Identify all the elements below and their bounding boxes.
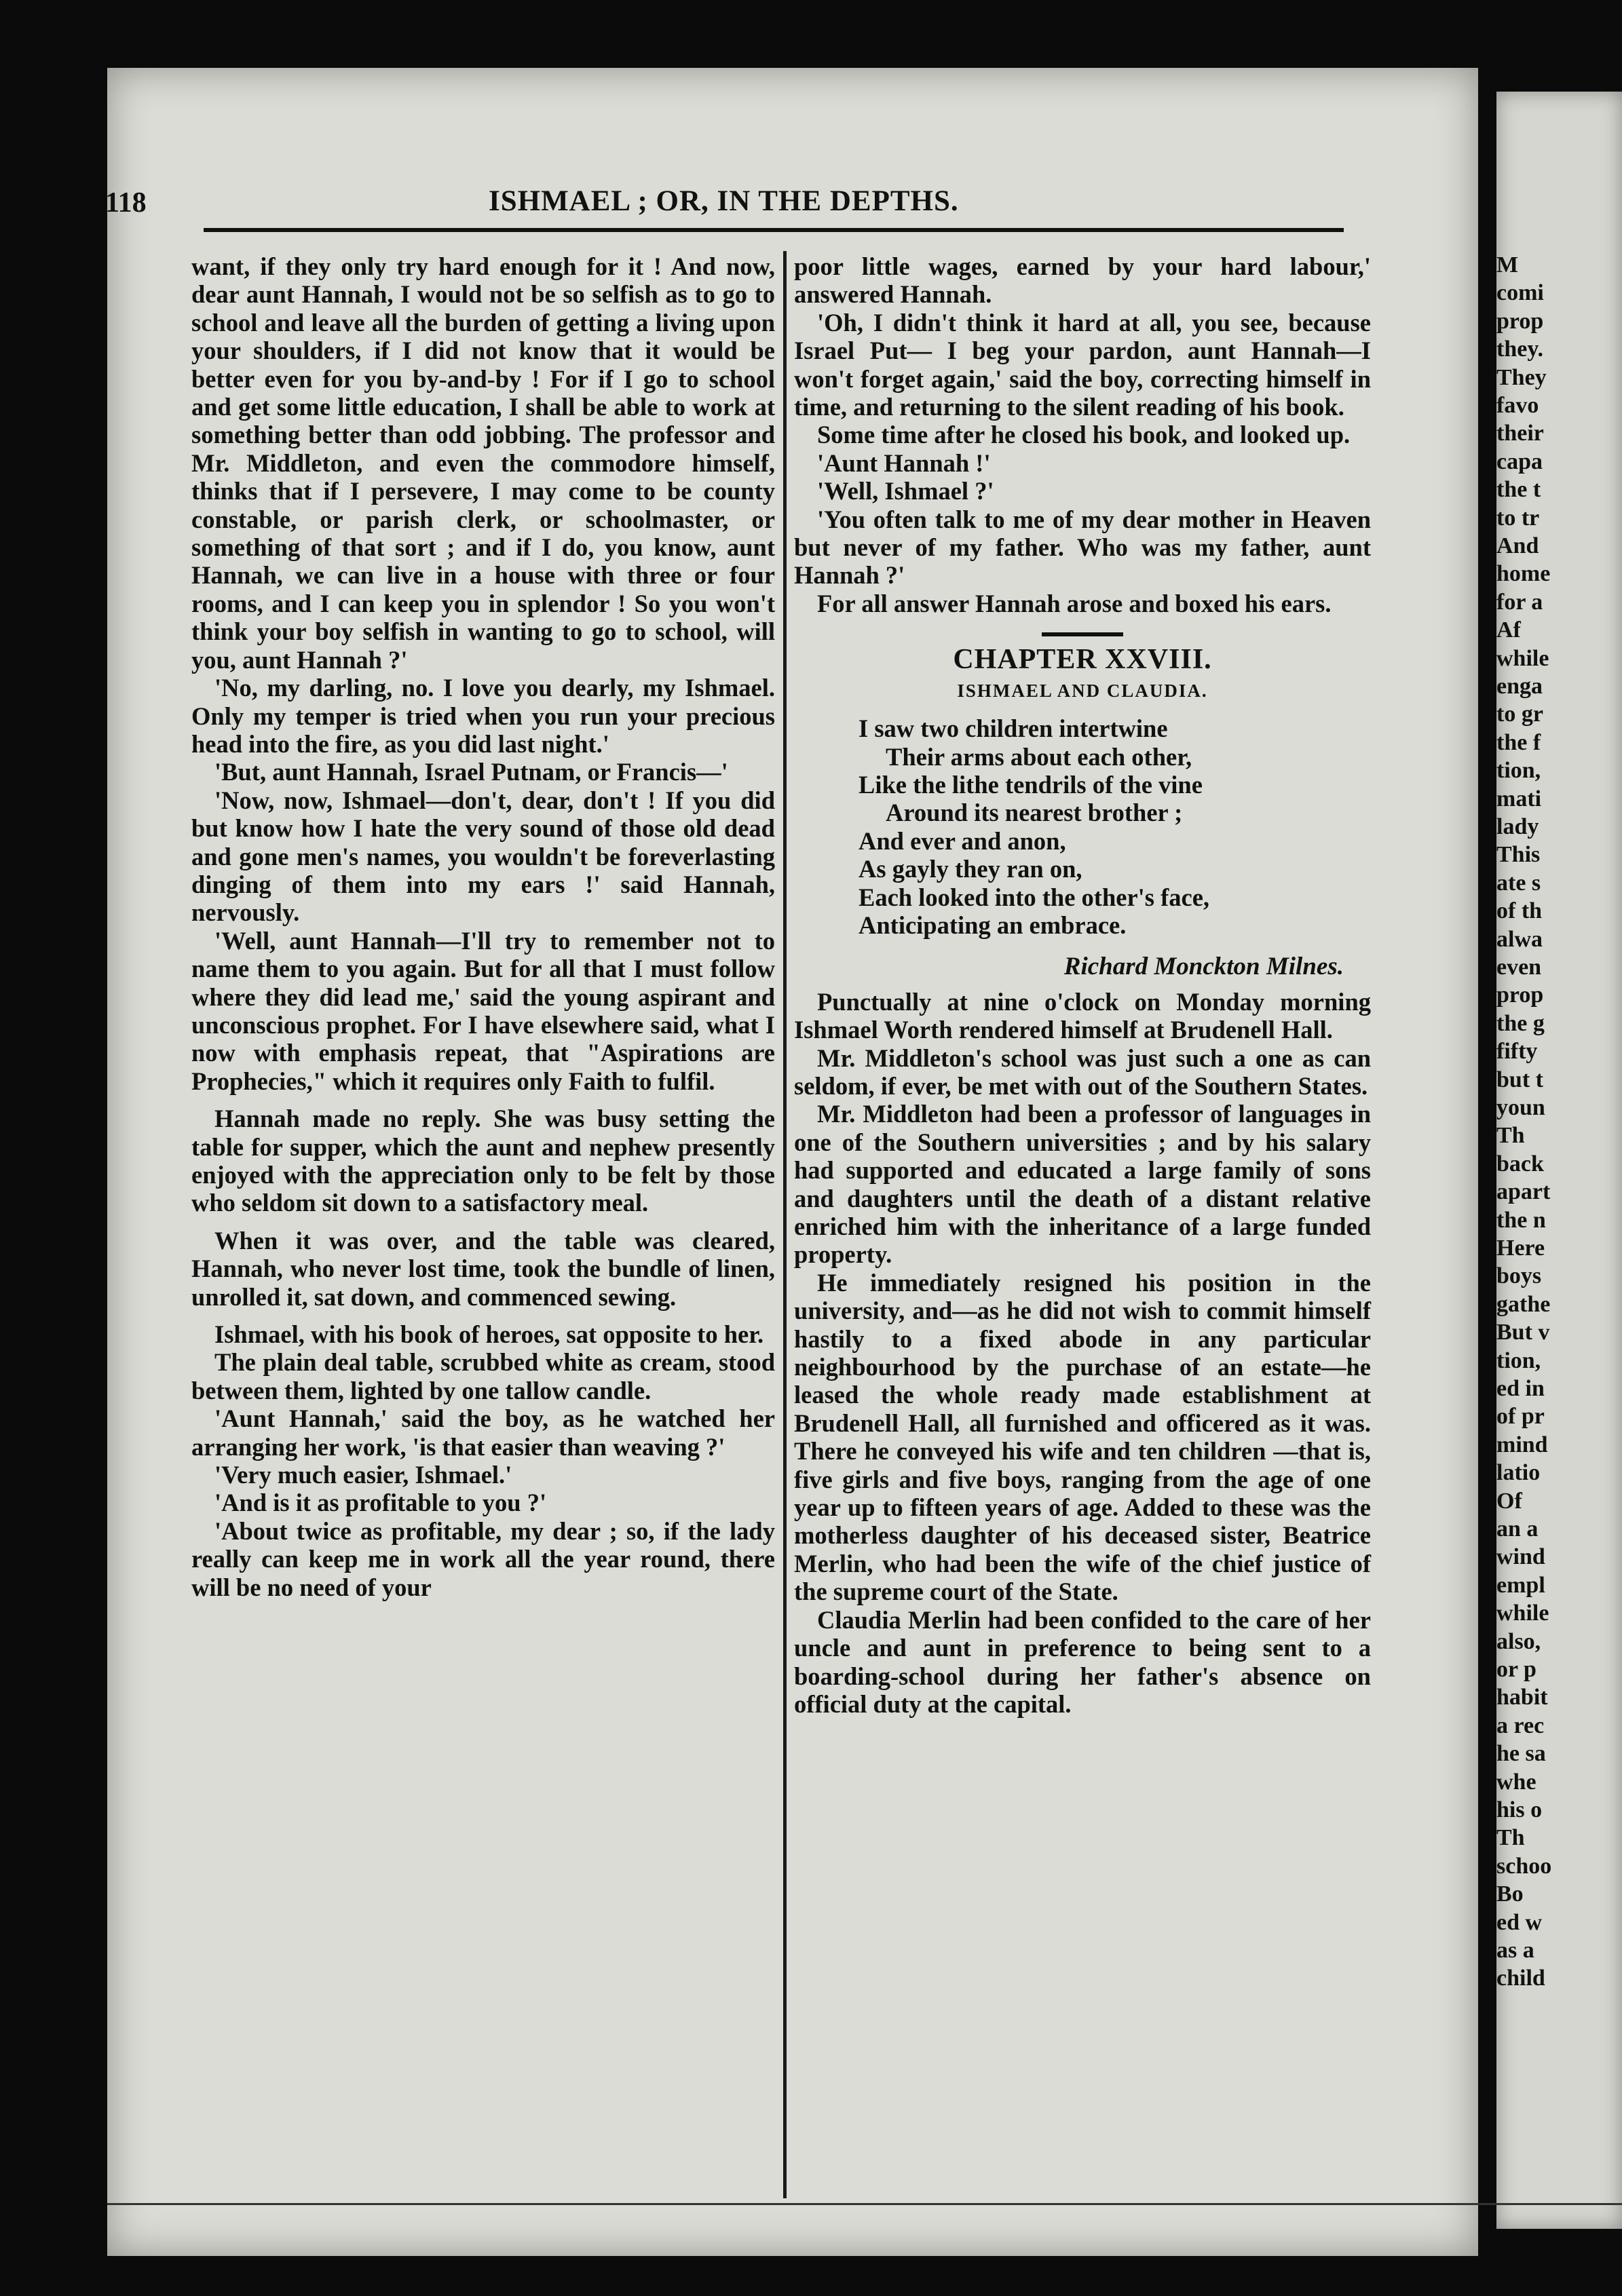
adjacent-page-fragment: Th	[1496, 1123, 1525, 1149]
adjacent-page-fragment: ed in	[1496, 1376, 1545, 1401]
left-column	[191, 252, 775, 1601]
adjacent-page-fragment: ate s	[1496, 870, 1541, 896]
paragraph: 'But, aunt Hannah, Israel Putnam, or Francis—'	[214, 758, 728, 786]
adjacent-page-fragment: also,	[1496, 1628, 1541, 1654]
adjacent-page-fragment: they.	[1496, 337, 1543, 362]
paragraph: Some time after he closed his book, and looked up.	[817, 421, 1351, 449]
adjacent-page-fragment: the f	[1496, 729, 1541, 755]
adjacent-page-fragment: tion,	[1496, 1347, 1541, 1373]
paragraph: For all answer Hannah arose and boxed his ears.	[817, 589, 1332, 617]
page-number: 118	[105, 187, 147, 218]
adjacent-page-fragment: Af	[1496, 617, 1521, 643]
paragraph: 'Well, Ishmael ?'	[817, 477, 994, 505]
adjacent-page-fragment: gathe	[1496, 1291, 1551, 1317]
adjacent-page-fragment: But v	[1496, 1320, 1550, 1345]
verse-attribution: Richard Monckton Milnes.	[1063, 953, 1344, 981]
paragraph: 'Now, now, Ishmael—don't, dear, don't ! If you did but know how I hate the very sound of those old dead and gone men's names, you wouldn't be foreverlasting dinging of them into my ears !' said Hannah, nervously.	[191, 786, 775, 927]
adjacent-page-fragment: an a	[1496, 1516, 1539, 1542]
adjacent-page-fragment: of th	[1496, 898, 1543, 924]
paragraph: The plain deal table, scrubbed white as cream, stood between them, lighted by one tallow candle.	[191, 1348, 775, 1404]
adjacent-page-fragment: his o	[1496, 1797, 1543, 1822]
adjacent-page-fragment: a rec	[1496, 1713, 1545, 1738]
paragraph: He immediately resigned his position in the university, and—as he did not wish to commit himself hastily to a fixed abode in any particular neighbourhood by the purchase of an estate—he leased the whole ready made establishment at Brudenell Hall, all furnished and officered as it was. There he conveyed his wife and ten children —that is, five girls and five boys, ranging from the age of one year up to fifteen years of age. Added to these was the motherless daughter of his deceased sister, Beatrice Merlin, who had been the wife of the chief justice of the supreme court of the State.	[794, 1268, 1371, 1606]
adjacent-page-fragment: of pr	[1496, 1404, 1545, 1430]
adjacent-page-fragment: child	[1496, 1966, 1545, 1991]
adjacent-page-fragment: M	[1496, 252, 1519, 278]
paragraph: 'Well, aunt Hannah—I'll try to remember not to name them to you again. But for all that I must follow where they did lead me,' said the young aspirant and unconscious prophet. For I have elsewhere said, what I now with emphasis repeat, that "Aspirations are Prophecies," which it requires only Faith to fulfil.	[191, 926, 775, 1095]
adjacent-page-fragment: for a	[1496, 589, 1543, 615]
adjacent-page-fragment: to gr	[1496, 702, 1543, 727]
adjacent-page-fragment: their	[1496, 421, 1544, 446]
verse-line: As gayly they ran on,	[859, 855, 1082, 883]
verse-line: I saw two children intertwine	[859, 714, 1168, 743]
chapter-title: CHAPTER XXVIII.	[953, 644, 1212, 676]
paragraph: Mr. Middleton's school was just such a one as can seldom, if ever, be met with out of the Southern States.	[794, 1044, 1371, 1100]
adjacent-page-fragment: empl	[1496, 1572, 1545, 1598]
verse-line: Their arms about each other,	[886, 742, 1192, 771]
adjacent-page-fragment: youn	[1496, 1095, 1545, 1120]
adjacent-page-fragment: This	[1496, 842, 1541, 868]
paragraph: 'No, my darling, no. I love you dearly, my Ishmael. Only my temper is tried when you run your precious head into the fire, as you did last night.'	[191, 674, 775, 758]
adjacent-page-fragment: or p	[1496, 1657, 1536, 1682]
chapter-divider-rule	[1042, 632, 1123, 636]
adjacent-page-fragment: enga	[1496, 674, 1543, 699]
paragraph: 'And is it as profitable to you ?'	[214, 1489, 547, 1517]
paragraph: poor little wages, earned by your hard labour,' answered Hannah.	[794, 252, 1371, 309]
adjacent-page-fragment: the t	[1496, 477, 1541, 503]
verse-line: Around its nearest brother ;	[886, 799, 1183, 827]
adjacent-page-fragment: to tr	[1496, 505, 1540, 531]
column-rule	[783, 251, 787, 2198]
adjacent-page-fragment: apart	[1496, 1179, 1551, 1205]
header-rule	[204, 228, 1344, 232]
adjacent-page-fragment: Th	[1496, 1825, 1525, 1851]
adjacent-page-fragment: wind	[1496, 1544, 1545, 1570]
verse-line: Each looked into the other's face,	[859, 883, 1210, 911]
chapter-subtitle: ISHMAEL AND CLAUDIA.	[957, 680, 1208, 701]
adjacent-page-fragment: Of	[1496, 1488, 1522, 1514]
paragraph: 'Oh, I didn't think it hard at all, you see, because Israel Put— I beg your pardon, aunt Hannah—I won't forget again,' said the boy, correcting himself in time, and returning to the silent reading of his book.	[794, 308, 1371, 421]
adjacent-page-fragment: tion,	[1496, 758, 1541, 784]
adjacent-page-fragment: lady	[1496, 814, 1539, 839]
adjacent-page-fragment: prop	[1496, 308, 1544, 334]
adjacent-page-fragment: Bo	[1496, 1881, 1524, 1907]
adjacent-page-fragment: but t	[1496, 1067, 1543, 1092]
adjacent-page-fragment: mind	[1496, 1432, 1548, 1457]
paragraph: 'You often talk to me of my dear mother in Heaven but never of my father. Who was my father, aunt Hannah ?'	[794, 505, 1371, 590]
adjacent-page-fragment: They	[1496, 364, 1547, 390]
adjacent-page-fragment: home	[1496, 561, 1551, 587]
paragraph: want, if they only try hard enough for it ! And now, dear aunt Hannah, I would not be so selfish as to go to school and leave all the burden of getting a living upon your shoulders, if I did not know that it would be better even for you by-and-by ! For if I go to school and get some little education, I shall be able to work at something better than odd jobbing. The professor and Mr. Middleton, and even the commodore himself, thinks that if I persevere, I may come to be county constable, or parish clerk, or schoolmaster, or something of that sort ; and if I do, you know, aunt Hannah, we can live in a house with three or four rooms, and I can keep you in splendor ! So you won't think your boy selfish in wanting to go to school, will you, aunt Hannah ?'	[191, 252, 775, 674]
adjacent-page-fragment: while	[1496, 645, 1549, 671]
adjacent-page-fragment: even	[1496, 955, 1542, 980]
paragraph: When it was over, and the table was cleared, Hannah, who never lost time, took the bundle of linen, unrolled it, sat down, and commenced sewing.	[191, 1226, 775, 1311]
paragraph: Punctually at nine o'clock on Monday morning Ishmael Worth rendered himself at Brudenell Hall.	[794, 987, 1371, 1044]
paragraph: 'About twice as profitable, my dear ; so, if the lady really can keep me in work all the year round, there will be no need of your	[191, 1516, 775, 1601]
adjacent-page-fragment: alwa	[1496, 926, 1543, 952]
adjacent-page-fragment: the n	[1496, 1207, 1546, 1233]
epigraph-verse	[859, 714, 1371, 939]
adjacent-page-fragment: mati	[1496, 786, 1542, 811]
paragraph: Ishmael, with his book of heroes, sat opposite to her.	[214, 1320, 764, 1349]
paragraph: Claudia Merlin had been confided to the care of her uncle and aunt in preference to being sent to a boarding-school during her father's absence on official duty at the capital.	[794, 1605, 1371, 1718]
adjacent-page-fragment: the g	[1496, 1010, 1545, 1036]
paragraph: Mr. Middleton had been a professor of languages in one of the Southern universities ; and by his salary had supported and educated a large family of sons and daughters until the death of a distant relative enriched him with the inheritance of a large funded property.	[794, 1100, 1371, 1269]
adjacent-page-fragment: Here	[1496, 1236, 1545, 1261]
adjacent-page-fragment: schoo	[1496, 1853, 1552, 1879]
adjacent-page-fragment: back	[1496, 1151, 1544, 1176]
adjacent-page-fragment: as a	[1496, 1938, 1534, 1963]
verse-line: And ever and anon,	[859, 826, 1066, 855]
adjacent-page-fragment: fifty	[1496, 1039, 1538, 1065]
adjacent-page-fragment: capa	[1496, 448, 1543, 474]
paragraph: Hannah made no reply. She was busy setting the table for supper, which the aunt and nephew presently enjoyed with the appreciation only to be felt by those who seldom sit down to a satisfactory meal.	[191, 1105, 775, 1217]
adjacent-page-edge	[1496, 92, 1622, 2229]
paragraph: 'Very much easier, Ishmael.'	[214, 1461, 512, 1489]
adjacent-page-fragment: comi	[1496, 280, 1544, 306]
verse-line: Anticipating an embrace.	[859, 911, 1127, 939]
adjacent-page-fragment: he sa	[1496, 1741, 1546, 1767]
adjacent-page-fragment: whe	[1496, 1769, 1536, 1795]
adjacent-page-fragment: latio	[1496, 1460, 1541, 1486]
adjacent-page-fragment: And	[1496, 533, 1539, 558]
adjacent-page-fragment: favo	[1496, 393, 1539, 418]
running-title: ISHMAEL ; OR, IN THE DEPTHS.	[489, 185, 959, 217]
paragraph: 'Aunt Hannah !'	[817, 448, 991, 477]
adjacent-page-fragment: ed w	[1496, 1909, 1543, 1935]
right-column	[794, 252, 1371, 1718]
verse-line: Like the lithe tendrils of the vine	[859, 770, 1203, 799]
adjacent-page-fragment: prop	[1496, 982, 1544, 1008]
adjacent-page-fragment: boys	[1496, 1263, 1542, 1289]
bottom-rule	[107, 2203, 1622, 2205]
adjacent-page-fragment: while	[1496, 1601, 1549, 1626]
paragraph: 'Aunt Hannah,' said the boy, as he watched her arranging her work, 'is that easier than weaving ?'	[191, 1404, 775, 1461]
adjacent-page-fragment: habit	[1496, 1685, 1548, 1710]
